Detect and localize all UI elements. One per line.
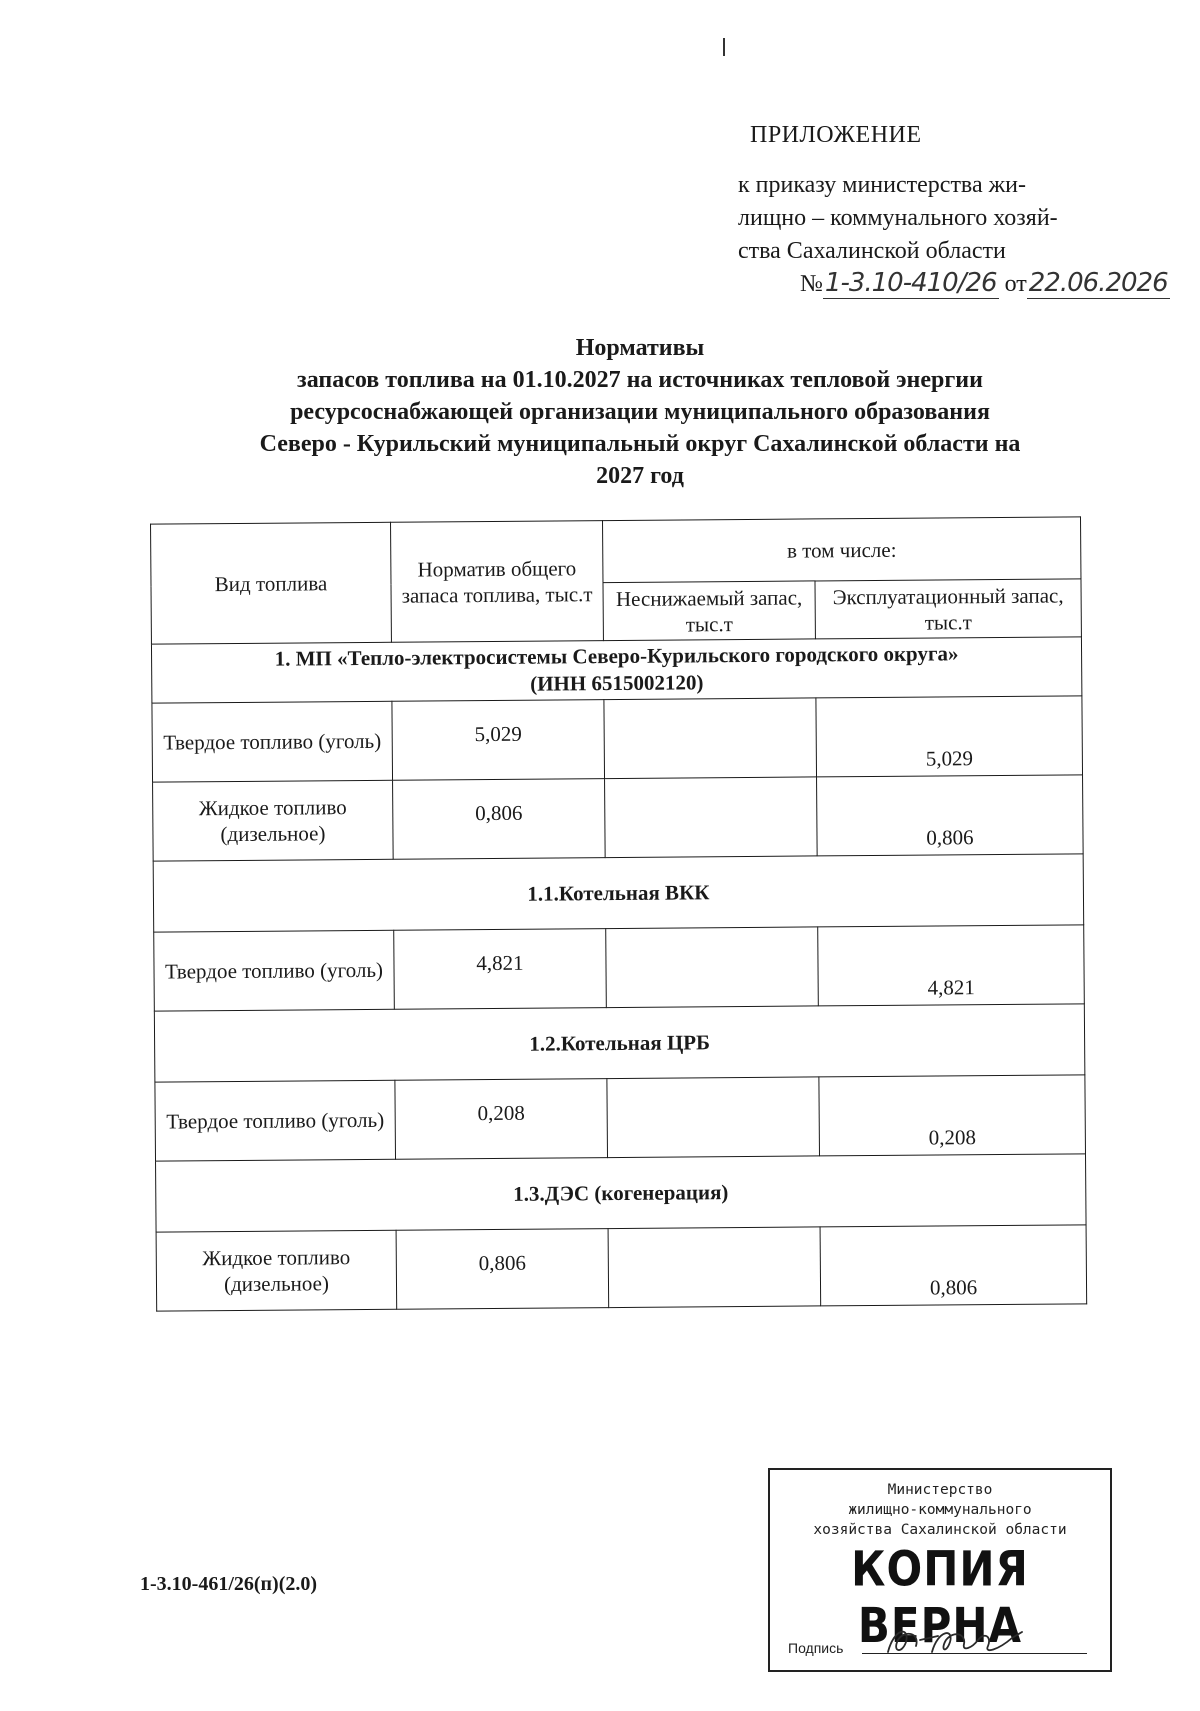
section-title: 1.2.Котельная ЦРБ (154, 1004, 1085, 1082)
fuel-cell: Твердое топливо (уголь) (155, 1080, 396, 1161)
fuel-cell: Жидкое топливо (дизельное) (153, 780, 394, 861)
appendix-text-line: к приказу министерства жи- (738, 172, 1027, 198)
header-irreducible: Неснижаемый запас, тыс.т (603, 581, 815, 641)
irreducible-cell (606, 927, 819, 1008)
table-row (153, 775, 1084, 861)
stamp-main-text: КОПИЯ ВЕРНА (851, 1540, 1029, 1654)
header-including: в том числе: (603, 517, 1081, 583)
stamp-org-line: Министерство (887, 1482, 993, 1498)
heading-line: запасов топлива на 01.10.2027 на источниках тепловой энергии (297, 367, 983, 393)
heading-line: Северо - Курильский муниципальный округ Сахалинской области на (259, 431, 1021, 457)
table-row (156, 1225, 1087, 1311)
appendix-text-line: ства Сахалинской области (738, 238, 1006, 264)
table-row (152, 696, 1083, 782)
appendix-title: ПРИЛОЖЕНИЕ (750, 122, 922, 148)
operational-cell: 4,821 (818, 925, 1085, 1006)
heading-line: ресурсоснабжающей организации муниципального образования (290, 399, 990, 425)
header-total-norm: Норматив общего запаса топлива, тыс.т (391, 521, 604, 643)
total-cell: 0,806 (393, 779, 606, 860)
irreducible-cell (608, 1227, 821, 1308)
fuel-reserves-table (150, 516, 1087, 1311)
appendix-text-line: лищно – коммунального хозяй- (738, 205, 1058, 231)
table-row (154, 925, 1085, 1011)
certified-copy-stamp (768, 1468, 1112, 1672)
irreducible-cell (607, 1077, 820, 1158)
stamp-org-line: хозяйства Сахалинской области (813, 1522, 1067, 1538)
header-operational: Эксплуатационный запас, тыс.т (815, 579, 1081, 639)
order-date-prefix: от (1004, 271, 1027, 297)
signature-scribble (880, 1622, 1030, 1660)
header-fuel-type: Вид топлива (151, 522, 392, 644)
total-cell: 5,029 (392, 700, 605, 781)
order-number: 1-3.10-410/26 (824, 268, 997, 298)
operational-cell: 0,806 (820, 1225, 1087, 1306)
scan-mark (723, 38, 725, 56)
stamp-org-line: жилищно-коммунального (848, 1502, 1032, 1518)
signature-label: Подпись (788, 1640, 844, 1656)
fuel-cell: Твердое топливо (уголь) (152, 701, 393, 782)
stamp-organization (770, 1480, 1110, 1540)
operational-cell: 0,806 (817, 775, 1084, 856)
section-title: 1.3.ДЭС (когенерация) (156, 1154, 1087, 1232)
irreducible-cell (605, 777, 818, 858)
heading-line: 2027 год (596, 463, 684, 489)
section-title (151, 637, 1081, 703)
section-title-line: 1. МП «Тепло-электросистемы Северо-Курильского городского округа» (274, 641, 959, 671)
document-heading (180, 332, 1100, 492)
heading-line: Нормативы (575, 335, 705, 361)
operational-cell: 0,208 (819, 1075, 1086, 1156)
table-header-row (151, 517, 1081, 586)
section-title: 1.1.Котельная ВКК (153, 854, 1084, 932)
section-row (151, 637, 1081, 703)
appendix-block (738, 122, 1150, 268)
total-cell: 0,806 (396, 1229, 609, 1310)
order-number-prefix: № (800, 271, 823, 297)
section-row (156, 1154, 1087, 1232)
section-row (153, 854, 1084, 932)
irreducible-cell (604, 698, 817, 779)
total-cell: 0,208 (395, 1079, 608, 1160)
operational-cell: 5,029 (816, 696, 1083, 777)
fuel-cell: Жидкое топливо (дизельное) (156, 1230, 397, 1311)
fuel-cell: Твердое топливо (уголь) (154, 930, 395, 1011)
section-subtitle-line: (ИНН 6515002120) (530, 670, 704, 696)
table-row (155, 1075, 1086, 1161)
order-date: 22.06.2026 (1028, 268, 1168, 298)
document-code: 1-3.10-461/26(п)(2.0) (140, 1573, 318, 1595)
order-reference (800, 268, 1170, 298)
total-cell: 4,821 (394, 929, 607, 1010)
section-row (154, 1004, 1085, 1082)
